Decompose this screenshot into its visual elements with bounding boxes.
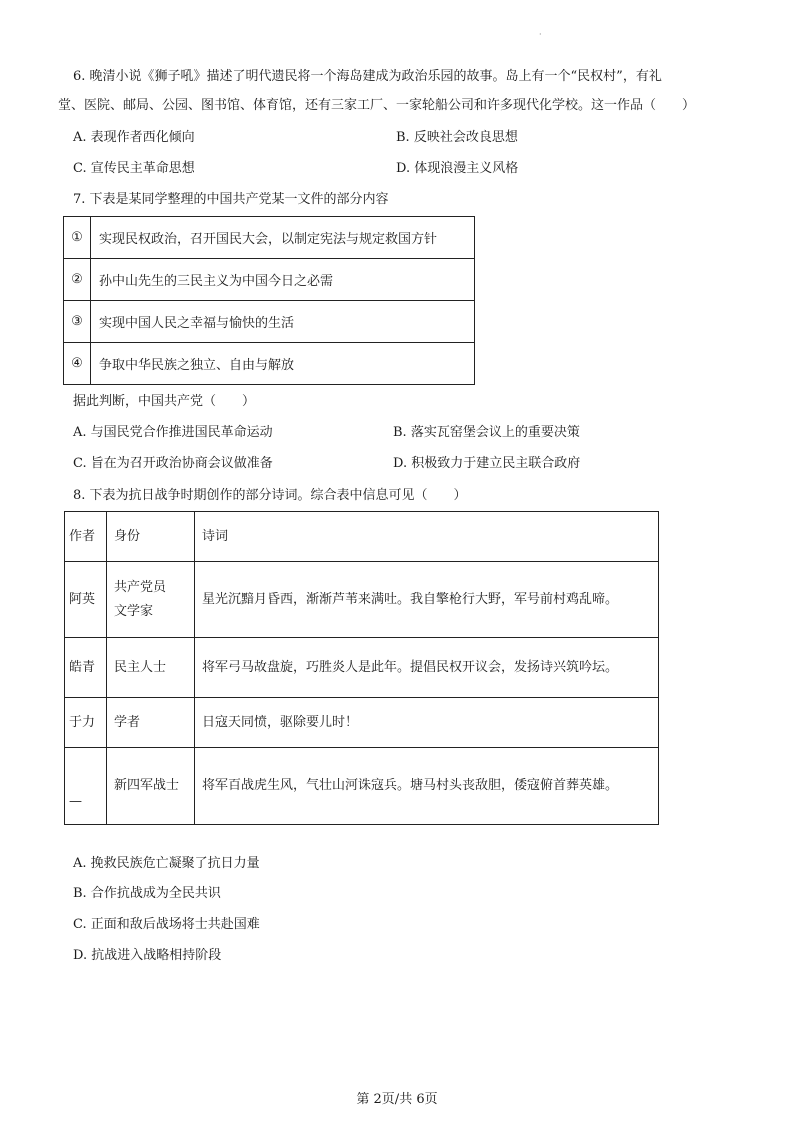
cell-author: — [65, 748, 107, 825]
q7-option-a: A. 与国民党合作推进国民革命运动 [73, 425, 273, 440]
q8-option-c: C. 正面和敌后战场将士共赴国难 [73, 917, 260, 932]
header-identity: 身份 [107, 512, 195, 562]
q6-option-d: D. 体现浪漫主义风格 [396, 161, 519, 176]
row-text: 争取中华民族之独立、自由与解放 [91, 343, 475, 385]
table-row [64, 259, 475, 301]
q7-option-c: C. 旨在为召开政治协商会议做准备 [73, 456, 273, 471]
q6-option-c: C. 宣传民主革命思想 [73, 161, 195, 176]
row-text: 孙中山先生的三民主义为中国今日之必需 [91, 259, 475, 301]
q6-option-a: A. 表现作者西化倾向 [73, 130, 195, 145]
cell-poem: 星光沉黯月昏西，渐渐芦苇来满吐。我自擎枪行大野，军号前村鸡乱啼。 [195, 562, 659, 638]
table-row [64, 343, 475, 385]
cell-poem: 日寇天同愤，驱除要儿时！ [195, 698, 659, 748]
table-row [64, 217, 475, 259]
row-text: 实现中国人民之幸福与愉快的生活 [91, 301, 475, 343]
q8-option-b: B. 合作抗战成为全民共识 [73, 886, 221, 901]
row-number: ② [64, 259, 91, 301]
q8-option-d: D. 抗战进入战略相持阶段 [73, 948, 222, 963]
cell-identity: 民主人士 [107, 638, 195, 698]
q8-option-a: A. 挽救民族危亡凝聚了抗日力量 [73, 856, 260, 871]
cell-author: 阿英 [65, 562, 107, 638]
cell-poem: 将军弓马故盘旋，巧胜炎人是此年。提倡民权开议会，发扬诗兴筑吟坛。 [195, 638, 659, 698]
table-row [65, 698, 659, 748]
header-author: 作者 [65, 512, 107, 562]
q6-option-b: B. 反映社会改良思想 [396, 130, 518, 145]
page-footer: 第 2页/共 6页 [356, 1092, 438, 1107]
row-number: ③ [64, 301, 91, 343]
scan-dot: · [539, 30, 542, 39]
q8-stem: 8. 下表为抗日战争时期创作的部分诗词。综合表中信息可见（ ） [73, 488, 467, 503]
identity-line: 文学家 [114, 603, 154, 619]
cell-identity: 新四军战士 [107, 748, 195, 825]
table-row [64, 301, 475, 343]
cell-identity [107, 562, 195, 638]
cell-author: 皓青 [65, 638, 107, 698]
row-number: ① [64, 217, 91, 259]
cell-poem: 将军百战虎生风，气壮山河诛寇兵。塘马村头丧敌胆，倭寇俯首葬英雄。 [195, 748, 659, 825]
cell-identity: 学者 [107, 698, 195, 748]
q7-stem: 7. 下表是某同学整理的中国共产党某一文件的部分内容 [73, 192, 389, 207]
q6-stem-line1: 6. 晚清小说《狮子吼》描述了明代遗民将一个海岛建成为政治乐园的故事。岛上有一个“民权村”，有礼 [73, 69, 662, 84]
header-poem: 诗词 [195, 512, 659, 562]
q8-table [64, 511, 659, 825]
q7-option-b: B. 落实瓦窑堡会议上的重要决策 [393, 425, 580, 440]
identity-line: 共产党员 [114, 579, 167, 595]
cell-author: 于力 [65, 698, 107, 748]
q6-stem-line2: 堂、医院、邮局、公园、图书馆、体育馆，还有三家工厂、一家轮船公司和许多现代化学校。这一作品（ ） [58, 98, 696, 113]
table-row [65, 562, 659, 638]
row-number: ④ [64, 343, 91, 385]
row-text: 实现民权政治，召开国民大会，以制定宪法与规定救国方针 [91, 217, 475, 259]
q7-question: 据此判断，中国共产党（ ） [73, 394, 256, 409]
q7-option-d: D. 积极致力于建立民主联合政府 [393, 456, 581, 471]
table-row [65, 638, 659, 698]
table-row [65, 748, 659, 825]
q7-table [63, 216, 475, 385]
table-header-row [65, 512, 659, 562]
